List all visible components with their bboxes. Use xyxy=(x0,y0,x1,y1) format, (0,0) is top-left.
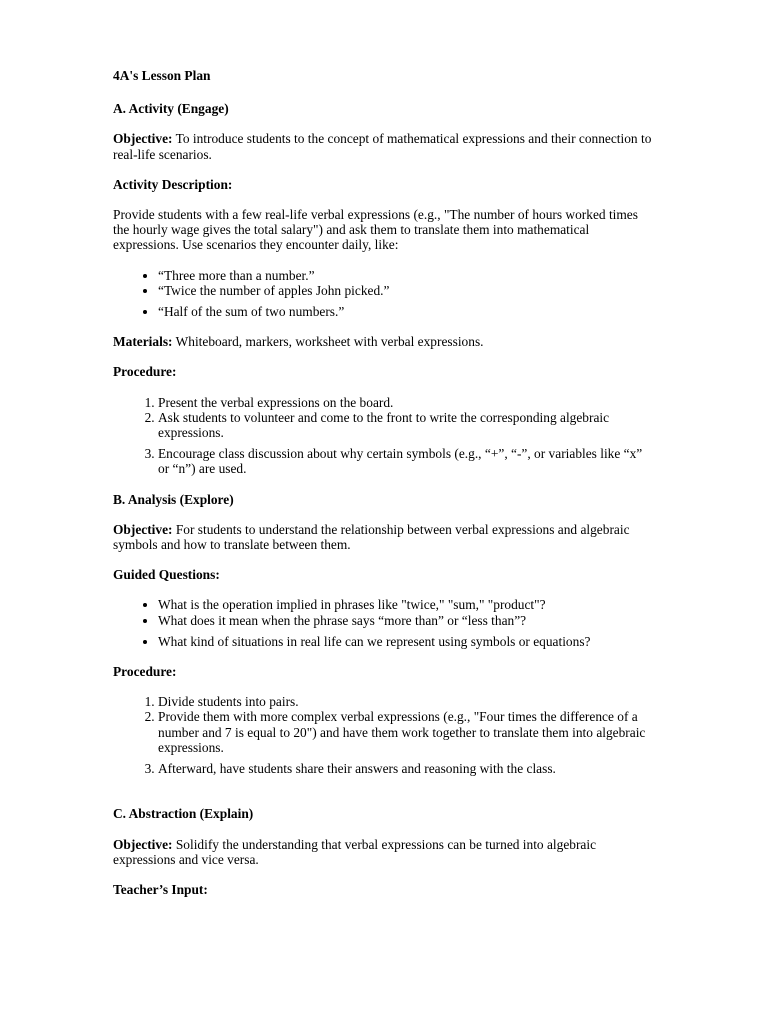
procedure-list xyxy=(113,694,653,776)
procedure-label: Procedure: xyxy=(113,664,177,680)
objective-label: Objective: xyxy=(113,836,173,852)
objective-label: Objective: xyxy=(113,131,173,147)
document-content xyxy=(113,68,653,897)
procedure-label: Procedure: xyxy=(113,364,177,380)
example-list xyxy=(113,268,653,320)
document-title: 4A's Lesson Plan xyxy=(113,68,211,83)
objective-label: Objective: xyxy=(113,521,173,537)
materials-label: Materials: xyxy=(113,334,173,350)
list-item: 3. Afterward, have students share their answers and reasoning with the class. xyxy=(158,761,653,776)
materials xyxy=(113,334,653,349)
activity-description-label: Activity Description: xyxy=(113,176,233,192)
list-item: • “Three more than a number.” xyxy=(158,268,653,283)
list-item: • “Half of the sum of two numbers.” xyxy=(158,304,653,319)
objective-text: To introduce students to the concept of mathematical expressions and their connection to real-life scenarios. xyxy=(113,131,652,162)
objective-text: Solidify the understanding that verbal expressions can be turned into algebraic expressions and vice versa. xyxy=(113,836,597,867)
list-item: 3. Encourage class discussion about why certain symbols (e.g., “+”, “-”, or variables like “x” or “n”) are used. xyxy=(158,446,653,476)
objective-text: For students to understand the relationship between verbal expressions and algebraic symbols and how to translate between them. xyxy=(113,521,630,553)
list-item: • What kind of situations in real life can we represent using symbols or equations? xyxy=(158,634,653,649)
section-a-heading: A. Activity (Engage) xyxy=(113,101,229,117)
teacher-input-label: Teacher’s Input: xyxy=(113,881,208,897)
list-item: 2. Provide them with more complex verbal expressions (e.g., "Four times the difference of a number and 7 is equal to 20") and have them work together to translate them into algebraic expressions. xyxy=(158,709,653,755)
section-a-objective xyxy=(113,131,653,161)
activity-description-text: Provide students with a few real-life verbal expressions (e.g., "The number of hours worked times the hourly wage gives the total salary") and ask them to translate them into mathematical expressions. Use scenarios they encounter daily, like: xyxy=(113,207,638,253)
list-item: • “Twice the number of apples John picked.” xyxy=(158,283,653,298)
list-item: 1. Divide students into pairs. xyxy=(158,694,653,709)
question-list xyxy=(113,597,653,649)
procedure-list xyxy=(113,395,653,477)
materials-text: Whiteboard, markers, worksheet with verbal expressions. xyxy=(172,334,484,350)
section-b-heading: B. Analysis (Explore) xyxy=(113,491,234,507)
section-b-objective xyxy=(113,522,653,552)
list-item: 2. Ask students to volunteer and come to the front to write the corresponding algebraic expressions. xyxy=(158,410,653,440)
guided-questions-label: Guided Questions: xyxy=(113,567,220,583)
list-item: 1. Present the verbal expressions on the board. xyxy=(158,395,653,410)
section-c-objective xyxy=(113,837,653,867)
section-c-heading: C. Abstraction (Explain) xyxy=(113,806,254,822)
list-item: • What is the operation implied in phrases like "twice," "sum," "product"? xyxy=(158,597,653,612)
list-item: • What does it mean when the phrase says “more than” or “less than”? xyxy=(158,613,653,628)
